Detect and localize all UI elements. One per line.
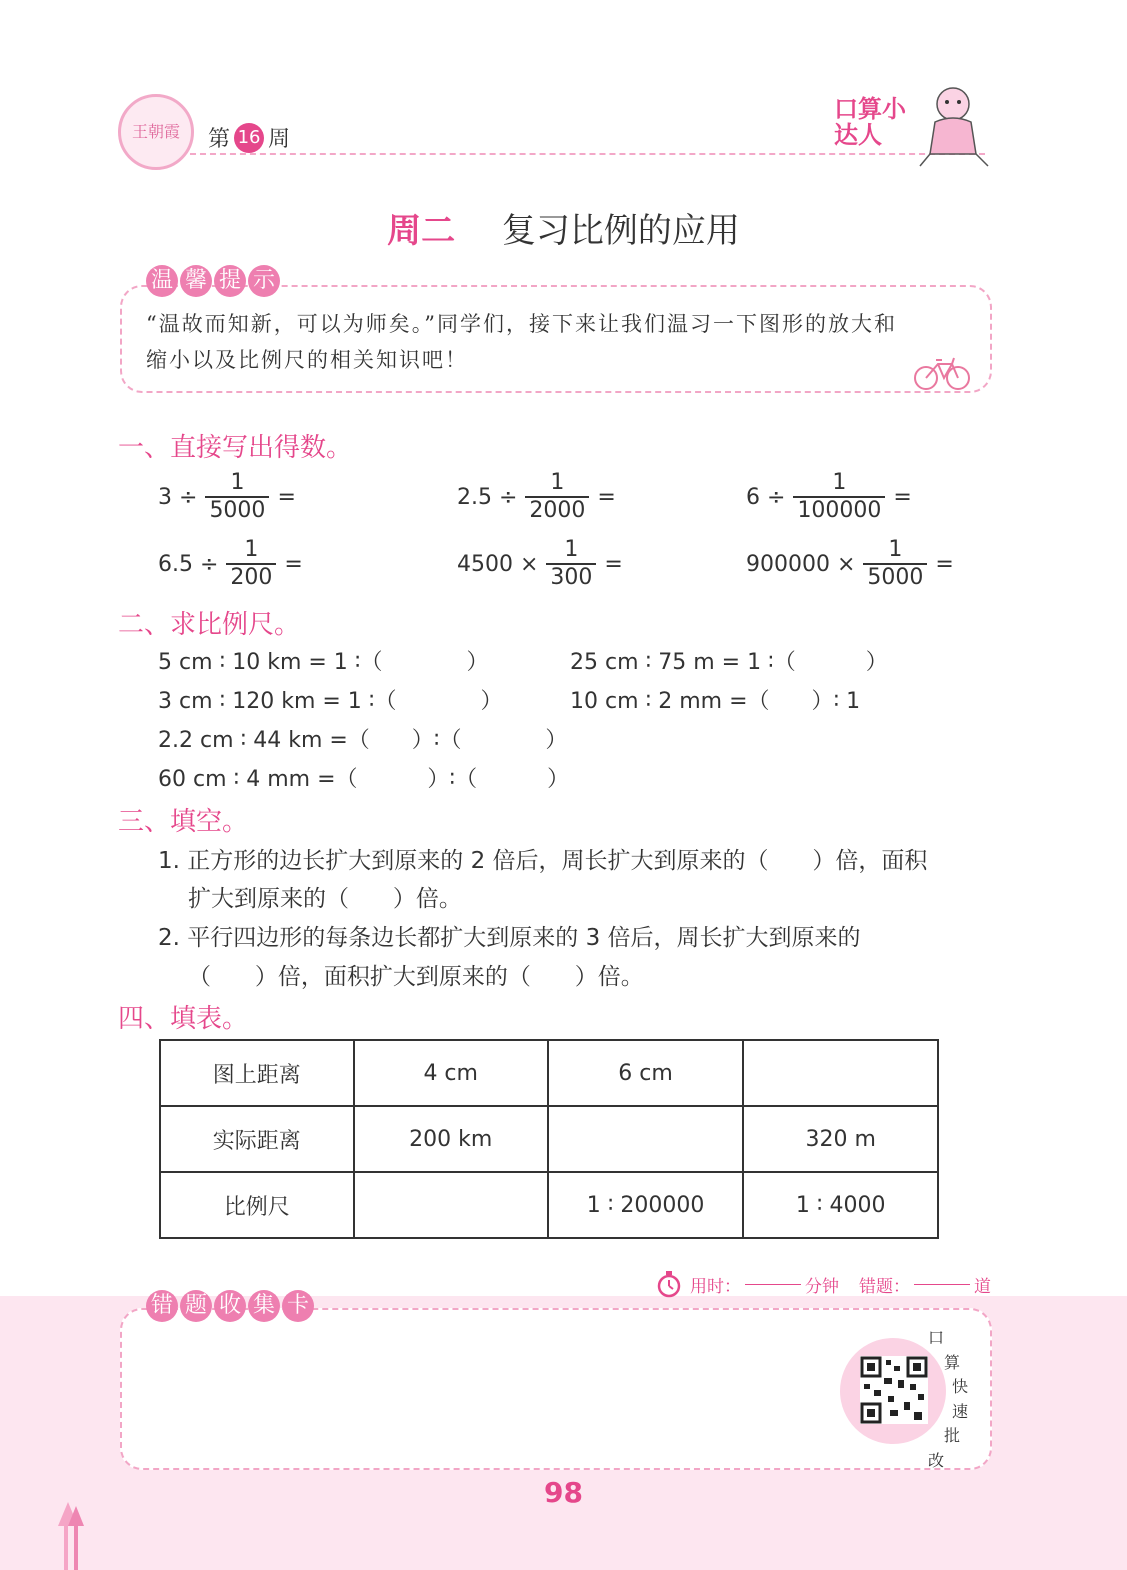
- bicycle-icon: [912, 352, 972, 392]
- equals-sign: =: [893, 484, 912, 510]
- tip-label-char: 提: [214, 265, 246, 297]
- table-cell: 实际距离: [160, 1106, 354, 1172]
- table-cell: 图上距离: [160, 1040, 354, 1106]
- publisher-logo: [118, 94, 194, 170]
- section4-title: 四、填表。: [118, 1004, 249, 1034]
- denominator: 5000: [863, 563, 927, 591]
- section3-title: 三、填空。: [118, 807, 249, 837]
- section1-title: 一、直接写出得数。: [118, 433, 353, 463]
- qr-code-icon[interactable]: [860, 1356, 928, 1424]
- side-char: 算: [944, 1352, 961, 1372]
- table-cell: 比例尺: [160, 1172, 354, 1238]
- fraction: [546, 537, 596, 591]
- table-row: [160, 1172, 938, 1238]
- card-label-char: 题: [180, 1290, 212, 1322]
- week-number-badge: 16: [234, 123, 264, 153]
- operand-text: 4500 ×: [457, 551, 539, 577]
- denominator: 200: [226, 563, 276, 591]
- week-label: [208, 122, 290, 153]
- exercise-item: [457, 537, 623, 591]
- equals-sign: =: [277, 484, 296, 510]
- denominator: 100000: [793, 496, 885, 524]
- side-char: 批: [944, 1426, 961, 1445]
- logo-text: 王朝霞: [131, 122, 180, 141]
- error-blank[interactable]: [914, 1284, 970, 1285]
- time-blank[interactable]: [745, 1284, 801, 1285]
- scale-question: 60 cm ∶ 4 mm =（ ）∶（ ）: [158, 767, 570, 792]
- card-label-char: 收: [214, 1290, 246, 1322]
- numerator: 1: [550, 470, 565, 495]
- fraction: [793, 470, 885, 524]
- fraction: [226, 537, 276, 591]
- table-cell: [548, 1106, 744, 1172]
- table-cell: 4 cm: [354, 1040, 548, 1106]
- timing-row: [656, 1270, 991, 1298]
- equals-sign: =: [597, 484, 616, 510]
- up-arrow-decoration: [52, 1500, 92, 1570]
- card-label-char: 集: [248, 1290, 280, 1322]
- header-divider: [190, 153, 985, 155]
- table-cell: [743, 1040, 938, 1106]
- exercise-item: [457, 470, 616, 524]
- fill-question-line: 2. 平行四边形的每条边长都扩大到原来的 3 倍后，周长扩大到原来的: [158, 925, 861, 951]
- scale-question: 5 cm ∶ 10 km = 1 ∶（ ）: [158, 650, 489, 675]
- table-cell: 6 cm: [548, 1040, 744, 1106]
- side-char: 速: [952, 1401, 969, 1421]
- tip-box: [120, 285, 992, 393]
- fraction: [525, 470, 589, 524]
- week-prefix: 第: [208, 127, 231, 152]
- tip-label: [146, 265, 280, 299]
- operand-text: 3 ÷: [158, 484, 198, 510]
- equals-sign: =: [604, 551, 623, 577]
- scale-question: 3 cm ∶ 120 km = 1 ∶（ ）: [158, 689, 503, 714]
- table-cell: 1 ∶ 200000: [548, 1172, 744, 1238]
- fraction: [863, 537, 927, 591]
- fill-question-line: 1. 正方形的边长扩大到原来的 2 倍后，周长扩大到原来的（ ）倍，面积: [158, 848, 928, 874]
- card-label-char: 卡: [282, 1290, 314, 1322]
- numerator: 1: [230, 470, 245, 495]
- error-unit: 道: [974, 1276, 991, 1297]
- denominator: 5000: [205, 496, 269, 524]
- section2-title: 二、求比例尺。: [118, 610, 301, 640]
- tip-line-2: 缩小以及比例尺的相关知识吧！: [146, 348, 468, 372]
- equals-sign: =: [935, 551, 954, 577]
- numerator: 1: [832, 470, 847, 495]
- table-cell: 1 ∶ 4000: [743, 1172, 938, 1238]
- page-number: 98: [544, 1476, 583, 1509]
- fraction: [205, 470, 269, 524]
- numerator: 1: [888, 537, 903, 562]
- numerator: 1: [564, 537, 579, 562]
- exercise-item: [746, 470, 912, 524]
- scale-question: 25 cm ∶ 75 m = 1 ∶（ ）: [570, 650, 888, 675]
- operand-text: 6.5 ÷: [158, 551, 219, 577]
- scale-table: [159, 1039, 939, 1239]
- title-day: 周二: [387, 211, 456, 251]
- tip-label-char: 温: [146, 265, 178, 297]
- quick-grading-text: [924, 1326, 968, 1473]
- tip-label-char: 馨: [180, 265, 212, 297]
- operand-text: 2.5 ÷: [457, 484, 518, 510]
- exercise-item: [158, 470, 296, 524]
- side-char: 快: [952, 1377, 969, 1396]
- fill-question-line: （ ）倍，面积扩大到原来的（ ）倍。: [188, 964, 644, 990]
- tip-line-1: “温故而知新，可以为师矣。”同学们，接下来让我们温习一下图形的放大和: [146, 312, 897, 336]
- scale-question: 2.2 cm ∶ 44 km =（ ）∶（ ）: [158, 728, 568, 753]
- side-char: 口: [928, 1328, 945, 1347]
- card-label-char: 错: [146, 1290, 178, 1322]
- table-row: [160, 1106, 938, 1172]
- table-cell: 320 m: [743, 1106, 938, 1172]
- week-suffix: 周: [268, 127, 291, 152]
- numerator: 1: [244, 537, 259, 562]
- tip-label-char: 示: [248, 265, 280, 297]
- operand-text: 900000 ×: [746, 551, 856, 577]
- exercise-item: [746, 537, 954, 591]
- mistake-card-label: [146, 1290, 314, 1324]
- error-label: 错题：: [859, 1276, 910, 1297]
- fill-question-line: 扩大到原来的（ ）倍。: [188, 886, 462, 912]
- title-topic: 复习比例的应用: [501, 211, 740, 251]
- stopwatch-icon: [656, 1270, 682, 1298]
- operand-text: 6 ÷: [746, 484, 786, 510]
- time-label: 用时：: [690, 1276, 741, 1297]
- brand-logo: 口算小达人: [834, 95, 906, 149]
- exercise-item: [158, 537, 303, 591]
- page-title: [0, 203, 1127, 252]
- table-cell: 200 km: [354, 1106, 548, 1172]
- time-unit: 分钟: [805, 1276, 839, 1297]
- denominator: 300: [546, 563, 596, 591]
- mascot-illustration: [910, 82, 996, 168]
- side-char: 改: [928, 1450, 945, 1470]
- equals-sign: =: [284, 551, 303, 577]
- denominator: 2000: [525, 496, 589, 524]
- table-cell: [354, 1172, 548, 1238]
- scale-question: 10 cm ∶ 2 mm =（ ）∶ 1: [570, 689, 861, 714]
- table-row: [160, 1040, 938, 1106]
